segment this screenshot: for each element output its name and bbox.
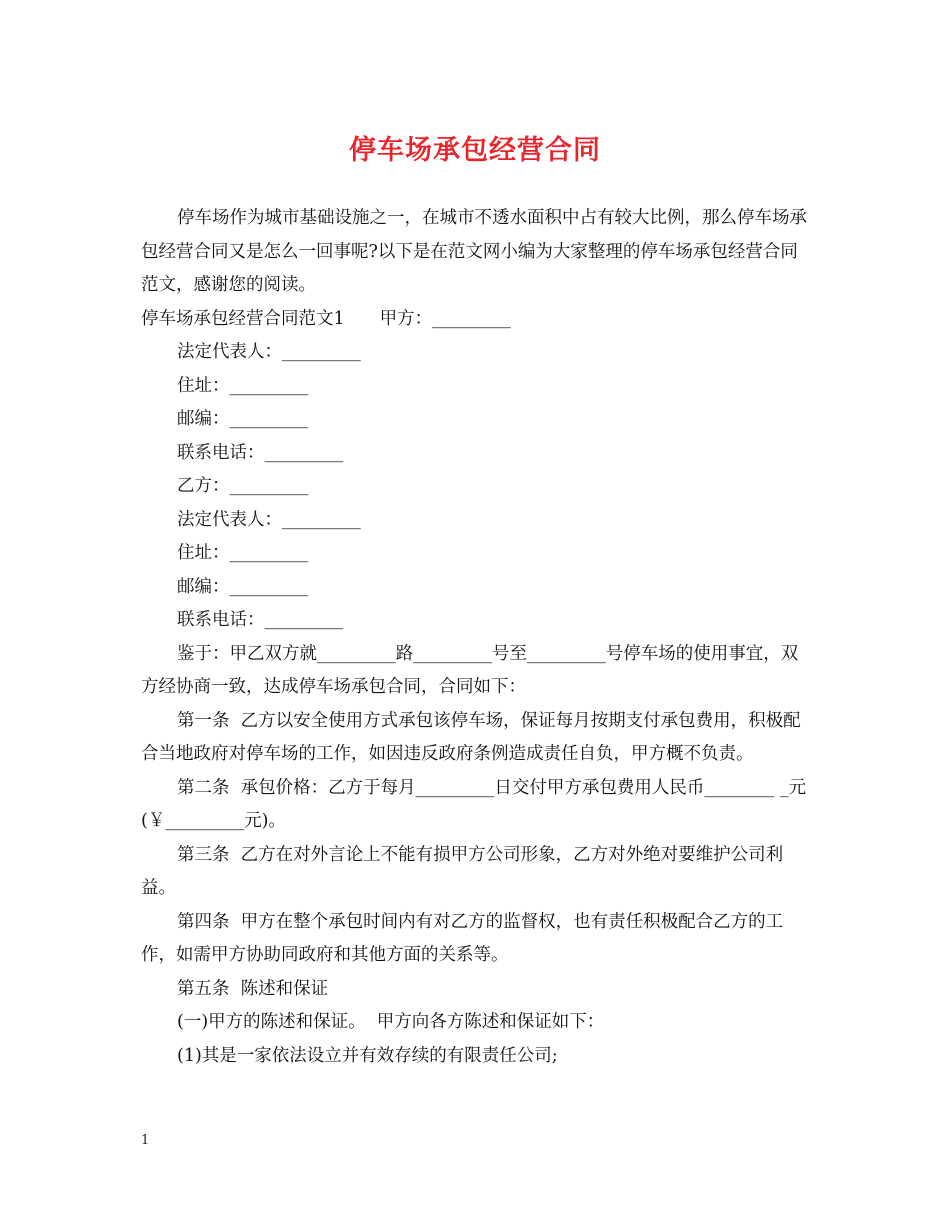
field-party-a-phone: 联系电话：_________ — [177, 442, 344, 463]
paragraph-article-5: 第五条 陈述和保证 — [177, 978, 329, 999]
paragraph-article-5-item-1: (1)其是一家依法设立并有效存续的有限责任公司; — [177, 1045, 558, 1066]
paragraph-article-3: 第三条 乙方在对外言论上不能有损甲方公司形象，乙方对外绝对要维护公司利益。 — [141, 844, 784, 898]
paragraph-article-1: 第一条 乙方以安全使用方式承包该停车场，保证每月按期支付承包费用，积极配合当地政府对停车场的工作，如因违反政府条例造成责任自负，甲方概不负责。 — [141, 710, 801, 764]
page-number: 1 — [141, 1133, 150, 1148]
paragraph-whereas: 鉴于：甲乙双方就_________路_________号至_________号停车场的使用事宜，双方经协商一致，达成停车场承包合同，合同如下： — [141, 643, 799, 697]
document-title: 停车场承包经营合同 — [349, 135, 601, 166]
field-party-b: 乙方：_________ — [177, 476, 309, 496]
paragraph-article-5-clause-1: (一)甲方的陈述和保证。 甲方向各方陈述和保证如下： — [177, 1012, 605, 1032]
paragraph-article-4: 第四条 甲方在整个承包时间内有对乙方的监督权，也有责任积极配合乙方的工作，如需甲方协助同政府和其他方面的关系等。 — [141, 911, 784, 965]
field-party-b-postcode: 邮编：_________ — [177, 576, 309, 597]
field-party-b-address: 住址：_________ — [177, 543, 309, 563]
field-party-a-address: 住址：_________ — [177, 375, 309, 396]
document-body — [141, 202, 811, 1073]
paragraph-contract-heading: 停车场承包经营合同范文1 甲方：_________ — [141, 308, 511, 329]
paragraph-intro: 停车场作为城市基础设施之一，在城市不透水面积中占有较大比例，那么停车场承包经营合同又是怎么一回事呢?以下是在范文网小编为大家整理的停车场承包经营合同范文，感谢您的阅读。 — [141, 208, 807, 295]
paragraph-article-2: 第二条 承包价格：乙方于每月_________日交付甲方承包费用人民币________ _元(￥_________元)。 — [141, 777, 807, 831]
field-party-a-postcode: 邮编：_________ — [177, 409, 309, 429]
field-party-b-phone: 联系电话：_________ — [177, 610, 344, 630]
field-party-a-legal-rep: 法定代表人：_________ — [177, 342, 361, 362]
field-party-b-legal-rep: 法定代表人：_________ — [177, 509, 361, 530]
